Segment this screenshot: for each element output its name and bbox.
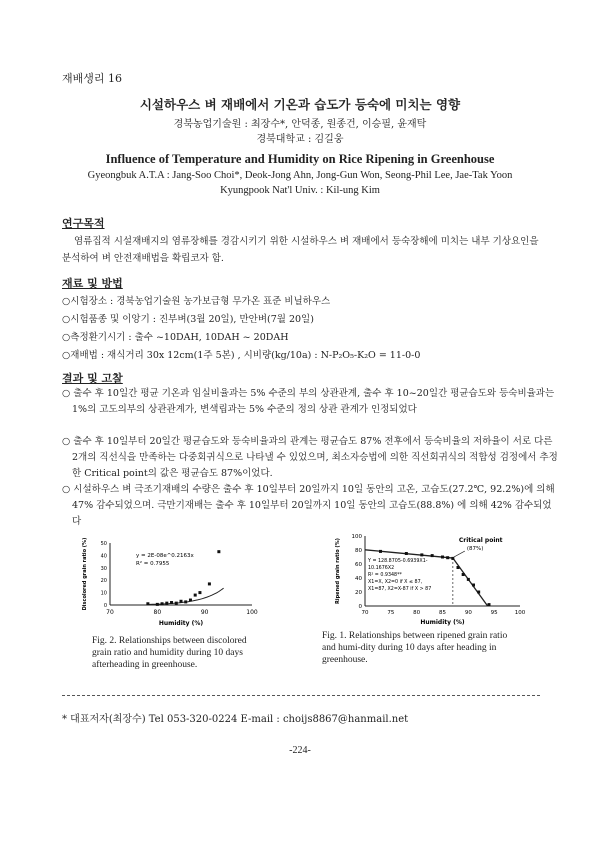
methods-item: ○측정환기시기 : 출수 ~10DAH, 10DAH ~ 20DAH xyxy=(62,332,289,343)
data-point xyxy=(170,601,173,604)
data-point xyxy=(184,600,187,603)
data-point xyxy=(165,602,168,605)
regression-line-1 xyxy=(365,550,453,558)
x-tick-label: 100 xyxy=(514,610,526,616)
data-point xyxy=(208,582,211,585)
x-tick-label: 95 xyxy=(490,610,498,616)
methods-item: ○재배법 : 재식거리 30x 12cm(1주 5본) , 시비량(kg/10a) : N-P₂O₅-K₂O = 11-0-0 xyxy=(62,350,421,361)
x-tick-label: 85 xyxy=(439,610,446,616)
results-item: ○ 출수 후 10일간 평균 기온과 임실비율과는 5% 수준의 부의 상관관계, 출수 후 10~20일간 평균습도와 등숙비율과는 1%의 고도의부의 상관관계가, 변색립과는 5% 수준의 정의 상관 관계가 인정되었다 xyxy=(62,388,555,415)
affiliation-korean: 경북대학교 : 김길웅 xyxy=(256,134,344,145)
y-tick-label: 40 xyxy=(100,553,107,560)
results-item: ○ 시설하우스 벼 극조기재배의 수량은 출수 후 10일부터 20일까지 10일 동안의 고온, 고습도(27.2℃, 92.2%)에 의해 47% 감수되었으며. 극만기재배는 출수 후 10일부터 20일까지 10일 동안의 고습도(88.8%) 에 의해 42% 감수되었다 xyxy=(62,484,555,527)
data-point xyxy=(217,550,220,553)
footer-divider xyxy=(62,695,540,696)
x-tick-label: 70 xyxy=(106,609,114,616)
footer-contact: * 대표저자(최장수) Tel 053-320-0224 E-mail : choijs8867@hanmail.net xyxy=(62,714,409,725)
results-item: ○ 출수 후 10일부터 20일간 평균습도와 등숙비율과의 관계는 평균습도 87% 전후에서 등숙비율의 저하율이 서로 다른 2개의 직선식을 만족하는 다중회귀식으로 나타낼 수 있었으며, 최소자승법에 의한 직선회귀식의 적합성 검정에서 추정한 Critical point의 값은 평균습도 87%이었다. xyxy=(62,436,558,479)
data-point xyxy=(161,602,164,605)
data-point xyxy=(405,552,408,555)
critical-point-pointer xyxy=(454,551,465,557)
data-point xyxy=(189,599,192,602)
fig1-chart xyxy=(325,528,545,630)
y-tick-label: 100 xyxy=(351,534,362,540)
fig2-chart xyxy=(72,535,272,630)
data-point xyxy=(477,591,480,594)
equation-line: X1=87, X2=X-87 if X > 87 xyxy=(368,587,432,592)
authors-korean: 경북농업기술원 : 최장수*, 안덕종, 원종건, 이승필, 윤재탁 xyxy=(173,119,427,130)
x-axis-label: Humidity (%) xyxy=(420,619,465,626)
equation-line: X1=X, X2=0 if X ≤ 87, xyxy=(368,580,423,585)
y-axis-label: Ripened grain ratio (%) xyxy=(335,538,341,604)
data-point xyxy=(441,556,444,559)
title-english: Influence of Temperature and Humidity on Rice Ripening in Greenhouse xyxy=(105,152,495,166)
methods-item: ○시험장소 : 경북농업기술원 농가보급형 무가온 표준 비닐하우스 xyxy=(62,296,331,307)
regression-line-2 xyxy=(453,558,488,606)
data-point xyxy=(379,550,382,553)
equation-line: Y = 128.8705-0.6939X1- xyxy=(368,559,428,564)
data-point xyxy=(457,566,460,569)
equation-label: y = 2E-08e^0.2163x xyxy=(136,553,194,559)
data-point xyxy=(467,578,470,581)
critical-point-label: Critical point xyxy=(458,537,503,545)
y-tick-label: 0 xyxy=(103,603,107,609)
x-tick-label: 80 xyxy=(413,610,421,616)
x-tick-label: 75 xyxy=(387,610,395,616)
data-point xyxy=(156,603,159,606)
y-tick-label: 0 xyxy=(358,604,362,610)
y-tick-label: 50 xyxy=(100,541,107,547)
series-label: 재배생리 16 xyxy=(62,72,122,85)
y-tick-label: 30 xyxy=(100,565,107,572)
data-point xyxy=(180,600,183,603)
x-tick-label: 80 xyxy=(153,609,162,616)
data-point xyxy=(488,603,491,606)
data-point xyxy=(431,554,434,557)
data-point xyxy=(175,602,178,605)
data-point xyxy=(446,556,449,559)
data-point xyxy=(462,573,465,576)
y-axis-label: Discolored grain ratio (%) xyxy=(82,537,88,611)
section-purpose-heading: 연구목적 xyxy=(62,217,105,230)
equation-line: R² = 0.9348** xyxy=(368,573,402,578)
data-point xyxy=(472,584,475,587)
y-tick-label: 80 xyxy=(355,548,362,554)
x-tick-label: 90 xyxy=(200,609,209,616)
y-tick-label: 40 xyxy=(355,576,362,582)
authors-english: Gyeongbuk A.T.A : Jang-Soo Choi*, Deok-Jong Ahn, Jong-Gun Won, Seong-Phil Lee, Jae-Tak Yoon xyxy=(87,170,513,181)
section-purpose-body: 염류집적 시설재배지의 염류장해를 경감시키기 위한 시설하우스 벼 재배에서 등숙장해에 미치는 내부 기상요인을 분석하여 벼 안전재배법을 확립코자 함. xyxy=(62,236,539,264)
x-tick-label: 90 xyxy=(464,610,472,616)
y-tick-label: 60 xyxy=(355,562,362,568)
x-axis-label: Humidity (%) xyxy=(158,620,204,627)
y-tick-label: 10 xyxy=(100,590,107,597)
data-point xyxy=(194,594,197,597)
fig2-caption: Fig. 2. Relationships between discolored grain ratio and humidity during 10 days afterheading in greenhouse. xyxy=(92,636,247,670)
x-tick-label: 70 xyxy=(361,610,369,616)
fig1-caption: Fig. 1. Relationships between ripened grain ratio and humi-dity during 10 days after heading in greenhouse. xyxy=(322,631,508,665)
data-point xyxy=(451,557,454,560)
x-tick-label: 100 xyxy=(246,609,258,616)
critical-point-value: (87%) xyxy=(466,546,484,553)
r2-label: R² = 0.7955 xyxy=(136,561,170,567)
y-tick-label: 20 xyxy=(100,578,107,585)
y-tick-label: 20 xyxy=(355,590,362,596)
section-results-heading: 결과 및 고찰 xyxy=(62,372,123,385)
data-point xyxy=(146,602,149,605)
methods-item: ○시험품종 및 이앙기 : 진부벼(3월 20일), 만안벼(7월 20일) xyxy=(62,314,314,325)
data-point xyxy=(420,553,423,556)
page-number: -224- xyxy=(289,745,311,756)
data-point xyxy=(198,591,201,594)
title-korean: 시설하우스 벼 재배에서 기온과 습도가 등숙에 미치는 영향 xyxy=(139,97,461,112)
equation-line: 10.1676X2 xyxy=(368,566,395,571)
section-methods-heading: 재료 및 방법 xyxy=(62,277,123,290)
affiliation-english: Kyungpook Nat'l Univ. : Kil-ung Kim xyxy=(220,185,380,196)
